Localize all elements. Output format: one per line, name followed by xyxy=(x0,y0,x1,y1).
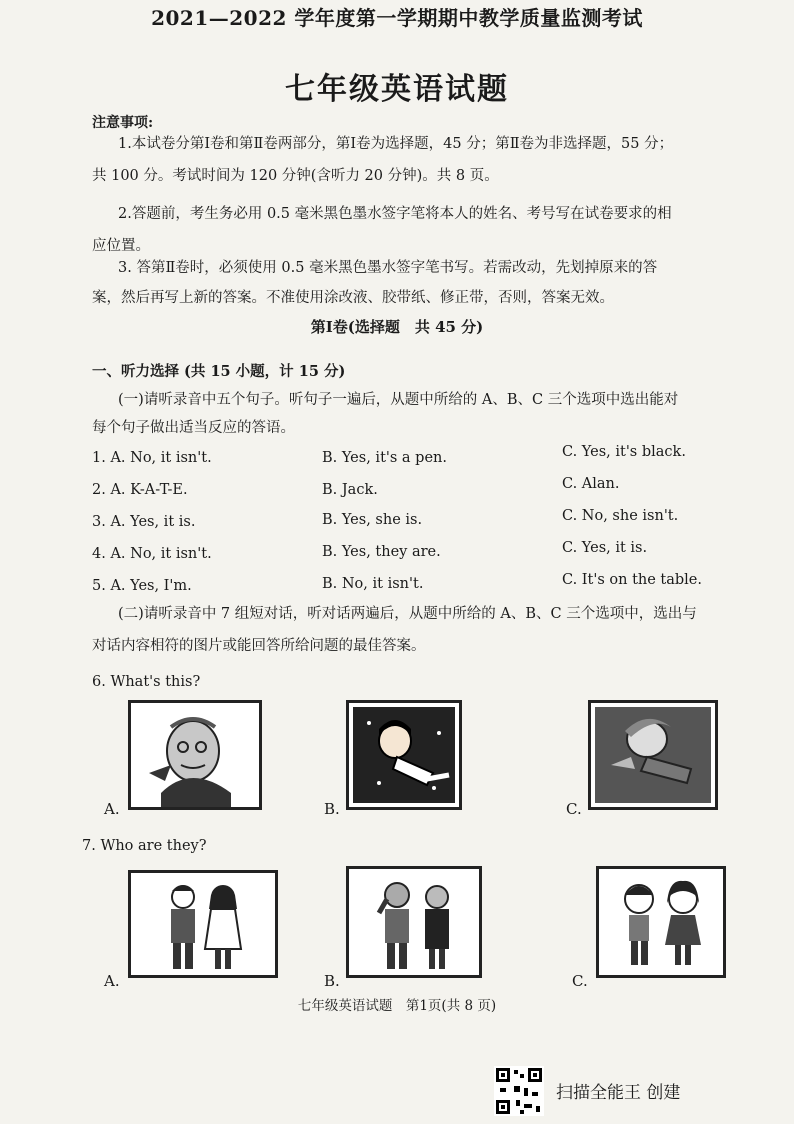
question-1-option-b: B. Yes, it's a pen. xyxy=(322,450,447,466)
instruction-line: (一)请听录音中五个句子。听句子一遍后，从题中所给的 A、B、C 三个选项中选出能对 xyxy=(118,392,679,408)
question-1-option-c: C. Yes, it's black. xyxy=(562,444,686,460)
instruction-line: 对话内容相符的图片或能回答所给问题的最佳答案。 xyxy=(92,638,426,654)
note-line: 共 100 分。考试时间为 120 分钟(含听力 20 分钟)。共 8 页。 xyxy=(92,168,499,184)
q6-label-c: C. xyxy=(566,800,582,818)
question-3-option-c: C. No, she isn't. xyxy=(562,508,679,524)
note-line: 应位置。 xyxy=(92,238,150,254)
question-2-option-c: C. Alan. xyxy=(562,476,620,492)
note-line: 1.本试卷分第Ⅰ卷和第Ⅱ卷两部分，第Ⅰ卷为选择题，45 分；第Ⅱ卷为非选择题，55 分； xyxy=(118,136,674,152)
instruction-line: 每个句子做出适当反应的答语。 xyxy=(92,420,295,436)
notes-heading: 注意事项: xyxy=(92,115,154,131)
exam-title: 2021—2022 学年度第一学期期中教学质量监测考试 xyxy=(151,6,643,30)
q6-label-b: B. xyxy=(324,800,340,818)
exam-subtitle: 七年级英语试题 xyxy=(285,72,509,107)
q7-label-b: B. xyxy=(324,972,340,990)
q7-label-a: A. xyxy=(104,972,120,990)
question-5-option-a: 5. A. Yes, I'm. xyxy=(92,578,192,594)
question-3-option-b: B. Yes, she is. xyxy=(322,512,423,528)
q6-label-a: A. xyxy=(104,800,120,818)
q7-label-c: C. xyxy=(572,972,588,990)
question-7-prompt: 7. Who are they? xyxy=(82,838,207,854)
question-2-option-b: B. Jack. xyxy=(322,482,378,498)
question-3-option-a: 3. A. Yes, it is. xyxy=(92,514,196,530)
question-5-option-b: B. No, it isn't. xyxy=(322,576,424,592)
q7-picture-b xyxy=(346,866,482,978)
question-6-prompt: 6. What's this? xyxy=(92,674,201,690)
question-4-option-c: C. Yes, it is. xyxy=(562,540,648,556)
note-line: 3. 答第Ⅱ卷时，必须使用 0.5 毫米黑色墨水签字笔书写。若需改动，先划掉原来的答 xyxy=(118,260,658,276)
q6-picture-a xyxy=(128,700,262,810)
page-footer: 七年级英语试题 第1页(共 8 页) xyxy=(297,998,497,1014)
q7-picture-a xyxy=(128,870,278,978)
qr-code-icon xyxy=(494,1066,544,1116)
question-2-option-a: 2. A. K-A-T-E. xyxy=(92,482,188,498)
q6-picture-c xyxy=(588,700,718,810)
q6-picture-b xyxy=(346,700,462,810)
q7-picture-c xyxy=(596,866,726,978)
section-title: 第Ⅰ卷(选择题 共 45 分) xyxy=(310,318,484,336)
question-1-option-a: 1. A. No, it isn't. xyxy=(92,450,212,466)
scanner-watermark: 扫描全能王 创建 xyxy=(556,1083,681,1103)
question-4-option-b: B. Yes, they are. xyxy=(322,544,441,560)
note-line: 2.答题前，考生务必用 0.5 毫米黑色墨水签字笔将本人的姓名、考号写在试卷要求的相 xyxy=(118,206,672,222)
instruction-line: (二)请听录音中 7 组短对话，听对话两遍后，从题中所给的 A、B、C 三个选项中，选出与 xyxy=(118,606,697,622)
note-line: 案，然后再写上新的答案。不准使用涂改液、胶带纸、修正带，否则，答案无效。 xyxy=(92,290,614,306)
part-heading: 一、听力选择 (共 15 小题，计 15 分) xyxy=(92,363,346,380)
question-4-option-a: 4. A. No, it isn't. xyxy=(92,546,212,562)
question-5-option-c: C. It's on the table. xyxy=(562,572,703,588)
